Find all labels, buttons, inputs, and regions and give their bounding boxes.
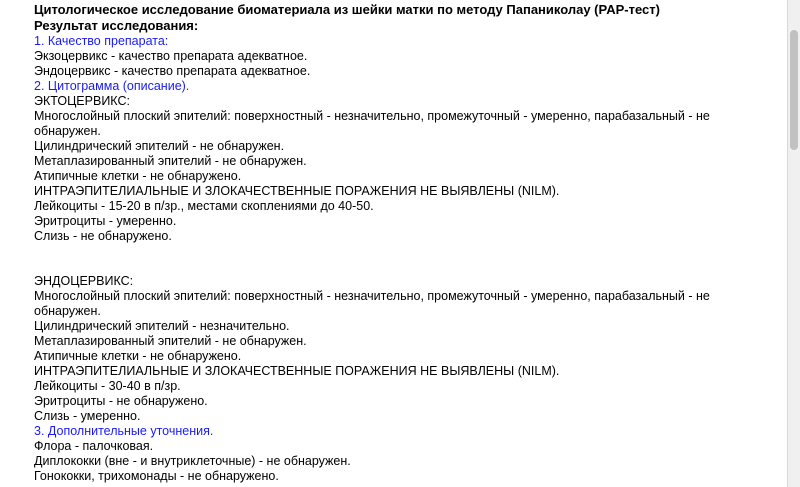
- scrollbar-thumb[interactable]: [790, 30, 798, 150]
- section-3-line: Флора - палочковая.: [34, 439, 154, 453]
- endocervix-line: Слизь - умеренно.: [34, 409, 141, 423]
- ectocervix-line: Лейкоциты - 15-20 в п/зр., местами скоплениями до 40-50.: [34, 199, 374, 213]
- vertical-scrollbar[interactable]: [787, 0, 800, 487]
- results-heading: Результат исследования:: [34, 18, 199, 33]
- document-body: [34, 2, 774, 484]
- section-1-heading: 1. Качество препарата:: [34, 34, 169, 48]
- ectocervix-line: Цилиндрический эпителий - не обнаружен.: [34, 139, 285, 153]
- endocervix-line: Цилиндрический эпителий - незначительно.: [34, 319, 290, 333]
- section-3-line: Гонококки, трихомонады - не обнаружено.: [34, 469, 279, 483]
- ectocervix-line: Многослойный плоский эпителий: поверхностный - незначительно, промежуточный - умеренно, парабазальный - не обнаружен.: [34, 109, 710, 138]
- endocervix-line: ИНТРАЭПИТЕЛИАЛЬНЫЕ И ЗЛОКАЧЕСТВЕННЫЕ ПОРАЖЕНИЯ НЕ ВЫЯВЛЕНЫ (NILM).: [34, 364, 560, 378]
- document-title: Цитологическое исследование биоматериала из шейки матки по методу Папаниколау (PAP-тест): [34, 2, 660, 17]
- ectocervix-line: ИНТРАЭПИТЕЛИАЛЬНЫЕ И ЗЛОКАЧЕСТВЕННЫЕ ПОРАЖЕНИЯ НЕ ВЫЯВЛЕНЫ (NILM).: [34, 184, 560, 198]
- endocervix-line: Метаплазированный эпителий - не обнаружен.: [34, 334, 307, 348]
- ectocervix-line: Атипичные клетки - не обнаружено.: [34, 169, 242, 183]
- ectocervix-line: Эритроциты - умеренно.: [34, 214, 177, 228]
- endocervix-line: Лейкоциты - 30-40 в п/зр.: [34, 379, 181, 393]
- endocervix-line: Многослойный плоский эпителий: поверхностный - незначительно, промежуточный - умеренно, парабазальный - не обнаружен.: [34, 289, 710, 318]
- section-2-heading: 2. Цитограмма (описание).: [34, 79, 190, 93]
- ectocervix-label: ЭКТОЦЕРВИКС:: [34, 94, 130, 108]
- section-spacer: [34, 244, 774, 274]
- endocervix-line: Атипичные клетки - не обнаружено.: [34, 349, 242, 363]
- ectocervix-line: Слизь - не обнаружено.: [34, 229, 172, 243]
- endocervix-line: Эритроциты - не обнаружено.: [34, 394, 208, 408]
- section-1-line: Экзоцервикс - качество препарата адекватное.: [34, 49, 308, 63]
- section-1-line: Эндоцервикс - качество препарата адекватное.: [34, 64, 311, 78]
- ectocervix-line: Метаплазированный эпителий - не обнаружен.: [34, 154, 307, 168]
- section-3-heading: 3. Дополнительные уточнения.: [34, 424, 214, 438]
- section-3-line: Диплококки (вне - и внутриклеточные) - не обнаружен.: [34, 454, 351, 468]
- endocervix-label: ЭНДОЦЕРВИКС:: [34, 274, 134, 288]
